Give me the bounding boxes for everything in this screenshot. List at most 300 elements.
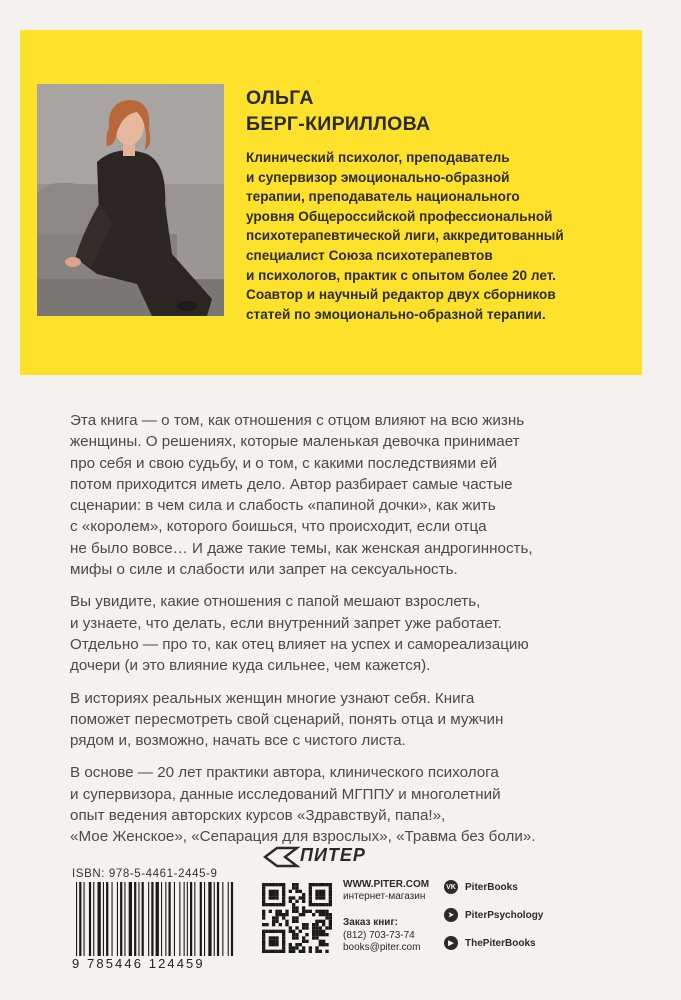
qr-module <box>292 920 295 923</box>
barcode-bar <box>194 882 195 956</box>
qr-module <box>292 886 295 889</box>
qr-module <box>312 936 315 939</box>
qr-module <box>319 940 322 943</box>
description-line: не было вовсе… И даже такие темы, как женская андрогинность, <box>70 539 533 557</box>
qr-module <box>292 916 295 919</box>
barcode-bar <box>184 882 185 956</box>
qr-module <box>322 923 325 926</box>
qr-module <box>309 946 312 949</box>
shop-site[interactable]: WWW.PITER.COM <box>343 879 430 890</box>
qr-module <box>292 936 295 939</box>
qr-module <box>265 950 268 953</box>
qr-module <box>315 946 318 949</box>
qr-module <box>329 916 332 919</box>
barcode-bar <box>79 882 81 956</box>
qr-module <box>329 920 332 923</box>
qr-module <box>325 903 328 906</box>
author-name <box>246 85 616 137</box>
publisher-logo: ПИТЕР <box>300 845 366 865</box>
qr-module <box>289 950 292 953</box>
qr-module <box>319 950 322 953</box>
description-line: дочери (и это влияние куда сильнее, чем кажется). <box>70 657 431 675</box>
qr-module <box>295 916 298 919</box>
qr-module <box>272 936 275 939</box>
qr-module <box>302 896 305 899</box>
qr-module <box>319 893 322 896</box>
author-bio-line: специалист Союза психотерапевтов <box>246 247 493 263</box>
barcode-bar <box>169 882 171 956</box>
qr-module <box>325 933 328 936</box>
qr-module <box>309 900 312 903</box>
qr-module <box>282 893 285 896</box>
qr-module <box>322 910 325 913</box>
barcode-bar <box>89 882 91 956</box>
qr-module <box>299 950 302 953</box>
qr-module <box>322 890 325 893</box>
qr-module <box>282 933 285 936</box>
qr-module <box>272 930 275 933</box>
qr-module <box>272 903 275 906</box>
qr-module <box>305 926 308 929</box>
qr-module <box>285 913 288 916</box>
barcode-bar <box>76 882 77 956</box>
qr-module <box>315 896 318 899</box>
qr-module <box>262 923 265 926</box>
social-link-telegram[interactable] <box>444 907 543 923</box>
description-line: с «королем», которого боишься, что происходит, если отца <box>70 518 487 536</box>
qr-module <box>315 950 318 953</box>
qr-module <box>292 910 295 913</box>
qr-module <box>269 910 272 913</box>
barcode-bar <box>179 882 180 956</box>
qr-module <box>325 916 328 919</box>
qr-module <box>272 950 275 953</box>
qr-module <box>289 900 292 903</box>
social-link-vk[interactable] <box>444 879 543 895</box>
qr-module <box>302 923 305 926</box>
qr-module <box>289 890 292 893</box>
qr-module <box>295 933 298 936</box>
qr-module <box>262 930 265 933</box>
qr-module <box>269 903 272 906</box>
qr-module <box>299 896 302 899</box>
description-line: В историях реальных женщин многие узнают себя. Книга <box>70 689 475 707</box>
qr-module <box>292 903 295 906</box>
shop-site-sub: интернет-магазин <box>343 891 426 902</box>
qr-module <box>269 890 272 893</box>
social-label: PiterPsychology <box>465 909 544 921</box>
qr-module <box>262 900 265 903</box>
qr-module <box>269 893 272 896</box>
barcode-bar <box>156 882 159 956</box>
isbn-text: ISBN: 978-5-4461-2445-9 <box>72 868 218 880</box>
qr-module <box>295 943 298 946</box>
qr-module <box>275 883 278 886</box>
qr-module <box>319 903 322 906</box>
qr-module <box>275 920 278 923</box>
qr-module <box>315 893 318 896</box>
qr-module <box>269 883 272 886</box>
barcode-bar <box>112 882 113 956</box>
qr-module <box>309 903 312 906</box>
qr-module <box>322 913 325 916</box>
qr-module <box>265 923 268 926</box>
description-line: сценарии: в чем сила и слабость «папиной дочки», как жить <box>70 497 496 515</box>
qr-module <box>309 890 312 893</box>
qr-module <box>302 946 305 949</box>
qr-module <box>302 950 305 953</box>
description-line: Вы увидите, какие отношения с папой мешают взрослеть, <box>70 593 481 611</box>
qr-module <box>282 946 285 949</box>
qr-module <box>275 896 278 899</box>
qr-module <box>292 930 295 933</box>
qr-module <box>302 926 305 929</box>
qr-module <box>322 896 325 899</box>
qr-module <box>329 896 332 899</box>
qr-module <box>325 926 328 929</box>
qr-module <box>272 893 275 896</box>
barcode-bar <box>208 882 211 956</box>
qr-code-icon <box>262 883 332 953</box>
order-info <box>343 917 420 955</box>
description-line: опыт ведения авторских курсов «Здравствуй, папа!», <box>70 807 446 825</box>
qr-module <box>295 886 298 889</box>
qr-module <box>315 930 318 933</box>
order-phone: (812) 703-73-74 <box>343 929 415 941</box>
qr-module <box>272 923 275 926</box>
description-line: поможет пересмотреть свой сценарий, понять отца и мужчин <box>70 710 504 728</box>
qr-module <box>309 883 312 886</box>
qr-module <box>299 890 302 893</box>
qr-module <box>262 893 265 896</box>
author-name-line: ОЛЬГА <box>246 87 314 109</box>
qr-module <box>265 903 268 906</box>
qr-module <box>282 903 285 906</box>
qr-module <box>282 900 285 903</box>
barcode-bar <box>142 882 144 956</box>
qr-module <box>272 943 275 946</box>
qr-module <box>329 923 332 926</box>
qr-module <box>262 933 265 936</box>
qr-module <box>315 926 318 929</box>
qr-module <box>329 926 332 929</box>
social-links <box>444 879 543 963</box>
qr-module <box>319 930 322 933</box>
qr-module <box>322 920 325 923</box>
qr-module <box>315 933 318 936</box>
barcode-image <box>72 882 238 956</box>
qr-module <box>292 933 295 936</box>
qr-module <box>269 896 272 899</box>
qr-module <box>322 893 325 896</box>
qr-module <box>295 906 298 909</box>
qr-module <box>262 883 265 886</box>
qr-module <box>262 946 265 949</box>
qr-module <box>325 943 328 946</box>
barcode-bar <box>165 882 166 956</box>
social-link-youtube[interactable] <box>444 935 543 951</box>
qr-module <box>275 943 278 946</box>
qr-module <box>292 946 295 949</box>
qr-module <box>302 940 305 943</box>
qr-module <box>279 923 282 926</box>
qr-module <box>282 940 285 943</box>
qr-module <box>275 903 278 906</box>
qr-module <box>312 923 315 926</box>
qr-module <box>289 926 292 929</box>
qr-module <box>305 923 308 926</box>
qr-module <box>282 890 285 893</box>
qr-module <box>279 883 282 886</box>
qr-module <box>272 896 275 899</box>
barcode-bar <box>124 882 125 956</box>
qr-module <box>262 936 265 939</box>
qr-module <box>275 913 278 916</box>
author-bio-line: терапии, преподаватель национального <box>246 189 520 205</box>
qr-module <box>299 930 302 933</box>
qr-module <box>302 900 305 903</box>
qr-module <box>305 933 308 936</box>
author-bio-line: уровня Общероссийской профессиональной <box>246 208 553 224</box>
qr-module <box>322 943 325 946</box>
qr-module <box>302 893 305 896</box>
order-email[interactable]: books@piter.com <box>343 942 421 953</box>
qr-module <box>305 910 308 913</box>
qr-module <box>295 910 298 913</box>
qr-module <box>309 893 312 896</box>
qr-module <box>312 913 315 916</box>
qr-module <box>285 910 288 913</box>
social-label: PiterBooks <box>465 881 518 893</box>
qr-module <box>275 910 278 913</box>
author-bio-line: Клинический психолог, преподаватель <box>246 150 510 165</box>
qr-module <box>269 936 272 939</box>
qr-module <box>292 906 295 909</box>
author-bio-line: статей по эмоционально-образной терапии. <box>246 306 546 322</box>
youtube-icon: ▶ <box>444 936 458 950</box>
qr-module <box>309 886 312 889</box>
barcode-bar <box>190 882 192 956</box>
description-line: Эта книга — о том, как отношения с отцом влияют на всю жизнь <box>70 412 525 429</box>
barcode-bar <box>214 882 215 956</box>
qr-module <box>329 890 332 893</box>
description-line: потом приходится иметь дело. Автор разбирает самые частые <box>70 475 513 493</box>
qr-module <box>269 930 272 933</box>
qr-module <box>262 903 265 906</box>
qr-module <box>279 910 282 913</box>
description-line: Отдельно — про то, как отец влияет на успех и самореализацию <box>70 635 529 653</box>
qr-module <box>262 916 265 919</box>
qr-module <box>269 940 272 943</box>
barcode-bar <box>98 882 101 956</box>
qr-module <box>272 890 275 893</box>
vk-icon: VK <box>444 880 458 894</box>
qr-module <box>275 893 278 896</box>
barcode-bar <box>84 882 85 956</box>
qr-module <box>302 913 305 916</box>
qr-module <box>315 920 318 923</box>
description-line: рядом и, возможно, начать все с чистого листа. <box>70 732 406 750</box>
barcode-bar <box>106 882 108 956</box>
qr-module <box>289 930 292 933</box>
qr-module <box>325 883 328 886</box>
qr-module <box>262 890 265 893</box>
qr-module <box>262 950 265 953</box>
qr-module <box>312 903 315 906</box>
qr-module <box>319 910 322 913</box>
qr-module <box>275 950 278 953</box>
qr-module <box>322 883 325 886</box>
qr-module <box>325 910 328 913</box>
qr-module <box>262 943 265 946</box>
qr-module <box>312 930 315 933</box>
barcode-bar <box>174 882 175 956</box>
description-line: «Мое Женское», «Сепарация для взрослых», «Травма без боли». <box>70 828 536 846</box>
qr-module <box>282 930 285 933</box>
author-bio-line: и психологов, практик с опытом более 20 лет. <box>246 267 556 283</box>
description-line: и узнаете, что делать, если внутренний запрет уже работает. <box>70 614 502 632</box>
qr-module <box>292 896 295 899</box>
author-bio-line: психотерапевтической лиги, аккредитованный <box>246 228 564 244</box>
qr-module <box>269 950 272 953</box>
qr-module <box>285 923 288 926</box>
order-label: Заказ книг: <box>343 917 398 928</box>
qr-module <box>299 943 302 946</box>
qr-module <box>275 930 278 933</box>
qr-module <box>329 900 332 903</box>
qr-module <box>289 896 292 899</box>
qr-module <box>312 926 315 929</box>
qr-module <box>279 913 282 916</box>
qr-module <box>262 886 265 889</box>
qr-module <box>309 896 312 899</box>
qr-module <box>292 950 295 953</box>
description-line: женщины. О решениях, которые маленькая девочка принимает <box>70 433 520 451</box>
author-portrait-image <box>37 84 224 316</box>
qr-module <box>325 913 328 916</box>
qr-module <box>272 920 275 923</box>
qr-module <box>279 930 282 933</box>
qr-module <box>279 903 282 906</box>
qr-module <box>309 910 312 913</box>
qr-module <box>319 933 322 936</box>
description-line: мифы о силе и слабости или запрет на сексуальность. <box>70 561 458 579</box>
qr-module <box>319 920 322 923</box>
qr-module <box>302 936 305 939</box>
qr-module <box>322 940 325 943</box>
barcode-bar <box>161 882 162 956</box>
barcode-bar <box>222 882 223 956</box>
qr-module <box>305 940 308 943</box>
barcode-bar <box>103 882 104 956</box>
author-photo <box>37 84 224 316</box>
author-name-line: БЕРГ-КИРИЛЛОВА <box>246 113 431 135</box>
qr-module <box>292 883 295 886</box>
qr-module <box>309 950 312 953</box>
qr-module <box>295 900 298 903</box>
qr-module <box>289 943 292 946</box>
qr-module <box>272 940 275 943</box>
qr-module <box>262 910 265 913</box>
qr-module <box>329 903 332 906</box>
barcode-bar <box>129 882 132 956</box>
barcode-bar <box>200 882 202 956</box>
qr-module <box>262 896 265 899</box>
qr-module <box>265 883 268 886</box>
qr-module <box>312 883 315 886</box>
author-bio <box>246 148 631 324</box>
qr-module <box>302 910 305 913</box>
qr-module <box>295 920 298 923</box>
barcode-bar <box>187 882 188 956</box>
barcode-bar <box>148 882 149 956</box>
qr-module <box>312 933 315 936</box>
barcode-digits: 9 785446 124459 <box>72 956 205 971</box>
shop-info <box>343 879 429 903</box>
qr-module <box>295 936 298 939</box>
qr-module <box>322 903 325 906</box>
qr-module <box>272 916 275 919</box>
qr-module <box>295 926 298 929</box>
qr-module <box>282 916 285 919</box>
description-line: про себя и свою судьбу, и о том, с какими последствиями ей <box>70 454 498 472</box>
barcode-bar <box>120 882 122 956</box>
qr-module <box>315 936 318 939</box>
description-line: и супервизора, данные исследований МГППУ и многолетний <box>70 785 501 803</box>
qr-module <box>329 883 332 886</box>
qr-module <box>285 920 288 923</box>
qr-module <box>282 913 285 916</box>
qr-module <box>262 913 265 916</box>
qr-module <box>262 940 265 943</box>
qr-module <box>272 883 275 886</box>
barcode-bar <box>138 882 139 956</box>
qr-module <box>322 930 325 933</box>
qr-module <box>269 943 272 946</box>
qr-module <box>295 890 298 893</box>
qr-module <box>319 896 322 899</box>
qr-module <box>325 950 328 953</box>
barcode-bar <box>117 882 118 956</box>
qr-module <box>315 903 318 906</box>
author-bio-line: Соавтор и научный редактор двух сборников <box>246 287 556 303</box>
qr-module <box>322 933 325 936</box>
qr-module <box>275 940 278 943</box>
barcode-block <box>72 868 238 976</box>
qr-module <box>275 916 278 919</box>
qr-module <box>299 913 302 916</box>
qr-module <box>282 883 285 886</box>
qr-module <box>289 946 292 949</box>
barcode-bar <box>134 882 136 956</box>
qr-module <box>319 943 322 946</box>
qr-module <box>319 890 322 893</box>
qr-module <box>282 936 285 939</box>
qr-module <box>275 890 278 893</box>
qr-module <box>329 893 332 896</box>
qr-module <box>315 883 318 886</box>
qr-module <box>329 913 332 916</box>
qr-module <box>265 930 268 933</box>
barcode-bar <box>217 882 219 956</box>
social-label: ThePiterBooks <box>465 937 536 949</box>
barcode-bar <box>231 882 233 956</box>
qr-module <box>319 913 322 916</box>
qr-module <box>295 883 298 886</box>
book-description <box>70 399 630 859</box>
barcode-bar <box>204 882 205 956</box>
telegram-icon: ➤ <box>444 908 458 922</box>
